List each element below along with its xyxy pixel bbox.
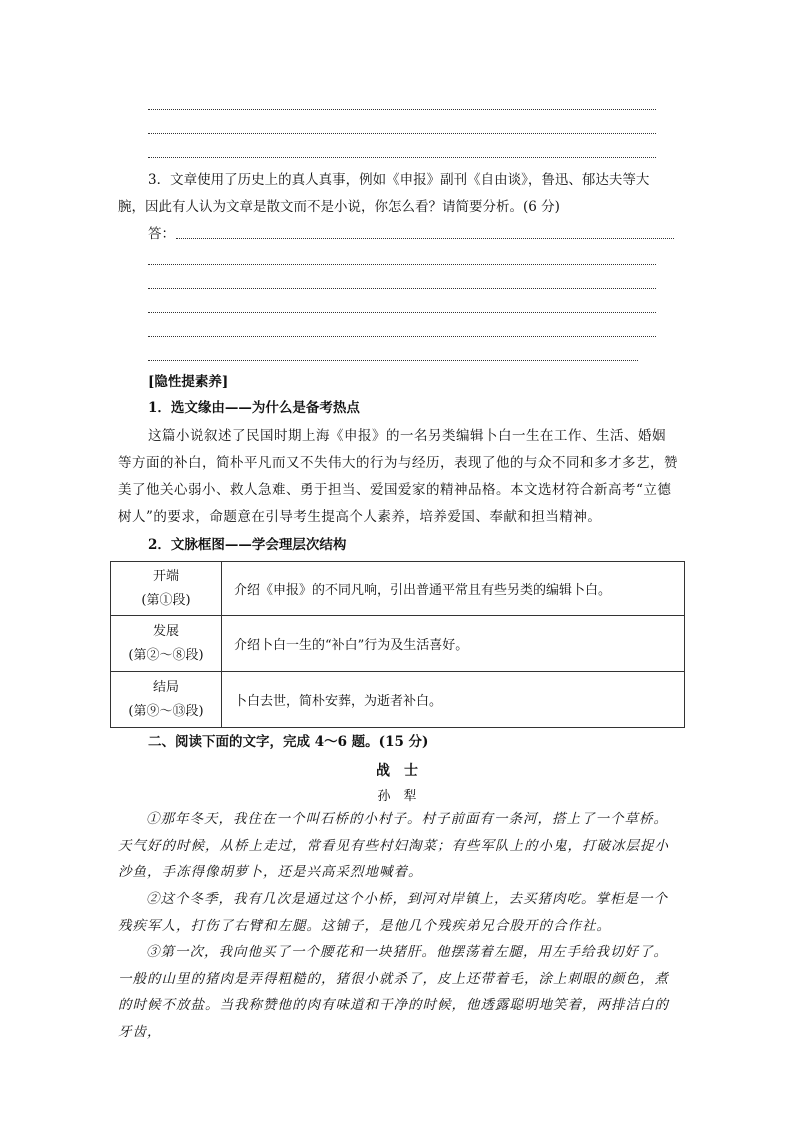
item1-heading: 1．选文缘由——为什么是备考热点 (148, 400, 360, 416)
item1-body: 这篇小说叙述了民国时期上海《申报》的一名另类编辑卜白一生在工作、生活、婚姻等方面的补白，简朴平凡而又不失伟大的行为与经历，表现了他的与众不同和多才多艺，赞美了他关心弱小、救人急难、勇于担当、爱国爱家的精神品格。本文选材符合新高考“立德树人”的要求，命题意在引导考生提高个人素养，培养爱国、奉献和担当精神。 (118, 428, 678, 525)
stage-label: 结局 (152, 679, 179, 695)
question-3-line1: 3．文章使用了历史上的真人真事，例如《申报》副刊《自由谈》，鲁迅、郁达夫等大 (148, 172, 650, 188)
stage-label: 开端 (152, 568, 179, 584)
story-paragraph-3: ③第一次，我向他买了一个腰花和一块猪肝。他摆荡着左腿，用左手给我切好了。一般的山里的猪肉是弄得粗糙的，猪很小就杀了，皮上还带着毛，涂上刺眼的颜色，煮的时候不放盐。当我称赞他的肉有味道和干净的时候，他透露聪明地笑着，两排洁白的牙齿， (118, 944, 669, 1040)
stage-range: (第⑨～⑬段) (128, 703, 204, 719)
story-title: 战 士 (376, 763, 418, 779)
table-row (111, 672, 685, 728)
stage-range: (第②～⑧段) (128, 647, 204, 663)
answer-line (148, 360, 638, 361)
answer-line (148, 336, 656, 337)
answer-line (148, 109, 656, 110)
story-paragraph-2: ②这个冬季，我有几次是通过这个小桥，到河对岸镇上，去买猪肉吃。掌柜是一个残疾军人，打伤了右臂和左腿。这铺子，是他几个残疾弟兄合股开的合作社。 (118, 891, 668, 934)
question-3-line2: 腕，因此有人认为文章是散文而不是小说，你怎么看？请简要分析。(6 分) (118, 199, 560, 215)
answer-line (148, 157, 656, 158)
answer-line (148, 264, 656, 265)
table-cell-desc: 介绍卜白一生的“补白”行为及生活喜好。 (222, 616, 685, 672)
section-heading: [隐性提素养] (148, 374, 229, 390)
story-paragraph-1: ①那年冬天，我住在一个叫石桥的小村子。村子前面有一条河，搭上了一个草桥。天气好的时候，从桥上走过，常看见有些村妇淘菜；有些军队上的小鬼，打破冰层捉小沙鱼，手冻得像胡萝卜，还是兴高采烈地喊着。 (118, 811, 669, 880)
answer-line (148, 312, 656, 313)
table-cell-label (111, 562, 222, 616)
table-cell-desc: 介绍《申报》的不同凡响，引出普通平常且有些另类的编辑卜白。 (222, 562, 685, 616)
table-cell-label (111, 616, 222, 672)
item2-heading: 2．文脉框图——学会理层次结构 (148, 537, 347, 553)
table-cell-label (111, 672, 222, 728)
table-cell-desc: 卜白去世，简朴安葬，为逝者补白。 (222, 672, 685, 728)
table-row (111, 562, 685, 616)
answer-line (148, 288, 656, 289)
table-row (111, 616, 685, 672)
stage-range: (第①段) (141, 592, 191, 608)
part2-heading: 二、阅读下面的文字，完成 4～6 题。(15 分) (148, 734, 429, 750)
structure-table (110, 561, 685, 728)
answer-line (148, 133, 656, 134)
answer-line (176, 238, 674, 239)
stage-label: 发展 (152, 623, 179, 639)
answer-label: 答： (148, 226, 175, 242)
story-author: 孙 犁 (377, 789, 417, 804)
